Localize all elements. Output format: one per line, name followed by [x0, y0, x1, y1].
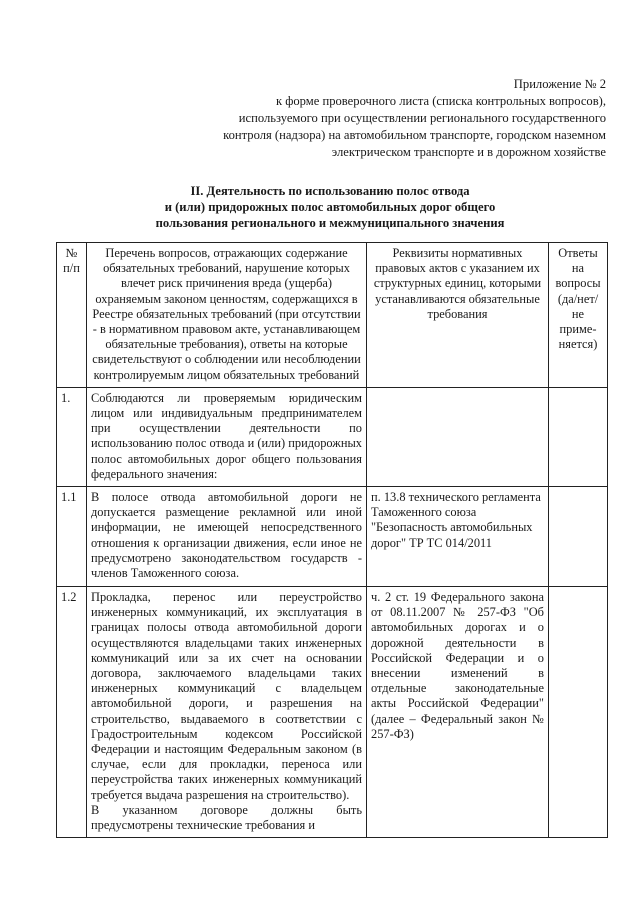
row-answer: [549, 587, 608, 838]
table-row: [57, 387, 608, 486]
row-answer: [549, 487, 608, 587]
header-num: № п/п: [57, 243, 87, 388]
appendix-line: используемого при осуществлении регионального государственного: [238, 111, 606, 125]
appendix-line: к форме проверочного листа (списка контрольных вопросов),: [275, 94, 606, 108]
row-num: 1.2: [57, 587, 87, 838]
row-question: Соблюдаются ли проверяемым юридическим лицом или индивидуальным предпринимателем при осуществлении деятельности по использованию полос отвода и (или) придорожных полос автомобильных дорог общего пользования федерального значения:: [87, 387, 367, 486]
header-reference: Реквизиты нормативных правовых актов с указанием их структурных единиц, которыми устанавливаются обязательные требования: [367, 243, 549, 388]
section-title-line: II. Деятельность по использованию полос отвода: [190, 184, 470, 198]
row-reference: п. 13.8 технического регламента Таможенного союза "Безопасность автомобильных дорог" ТР ТС 014/2011: [367, 487, 549, 587]
appendix-line: Приложение № 2: [513, 77, 606, 91]
header-answer: Ответы на вопросы (да/нет/ не приме-няется): [549, 243, 608, 388]
table-header-row: [57, 243, 608, 388]
row-question: [87, 587, 367, 838]
row-answer: [549, 387, 608, 486]
table-row: [57, 487, 608, 587]
section-title-line: пользования регионального и межмуниципального значения: [155, 216, 505, 230]
row-question-paragraph: В указанном договоре должны быть предусмотрены технические требования и: [91, 802, 362, 833]
appendix-line: электрическом транспорте и в дорожном хозяйстве: [331, 145, 606, 159]
row-reference: ч. 2 ст. 19 Федерального закона от 08.11.2007 № 257-ФЗ "Об автомобильных дорогах и о дорожной деятельности в Российской Федерации и о внесении изменений в отдельные законодательные акты Российской Федерации" (далее – Федеральный закон № 257-ФЗ): [367, 587, 549, 838]
table-row: [57, 587, 608, 838]
section-title: [120, 183, 540, 231]
row-num: 1.1: [57, 487, 87, 587]
row-reference: [367, 387, 549, 486]
section-title-line: и (или) придорожных полос автомобильных дорог общего: [164, 200, 496, 214]
header-question: Перечень вопросов, отражающих содержание обязательных требований, нарушение которых влечет риск причинения вреда (ущерба) охраняемым законом ценностям, содержащихся в Реестре обязательных требований (при отсутствии - в нормативном правовом акте, устанавливающем обязательные требования), ответы на которые свидетельствуют о соблюдении или несоблюдении контролируемым лицом обязательных требований: [87, 243, 367, 388]
row-question-paragraph: Прокладка, перенос или переустройство инженерных коммуникаций, их эксплуатация в границах полосы отвода автомобильной дороги осуществляются владельцами таких инженерных коммуникаций или за их счет на основании договора, заключаемого владельцами таких инженерных коммуникаций с владельцем автомобильной дороги, и разрешения на строительство, выдаваемого в соответствии с Градостроительным кодексом Российской Федерации и настоящим Федеральным законом (в случае, если для прокладки, переноса или переустройства таких инженерных коммуникаций требуется выдача разрешения на строительство).: [91, 590, 362, 802]
appendix-line: контроля (надзора) на автомобильном транспорте, городском наземном: [223, 128, 606, 142]
row-num: 1.: [57, 387, 87, 486]
row-question: В полосе отвода автомобильной дороги не допускается размещение рекламной или иной информации, не имеющей непосредственного отношения к организации движения, если иное не предусмотрено законодательством государств - членов Таможенного союза.: [87, 487, 367, 587]
requirements-table: [56, 242, 608, 838]
appendix-header: [146, 76, 606, 161]
